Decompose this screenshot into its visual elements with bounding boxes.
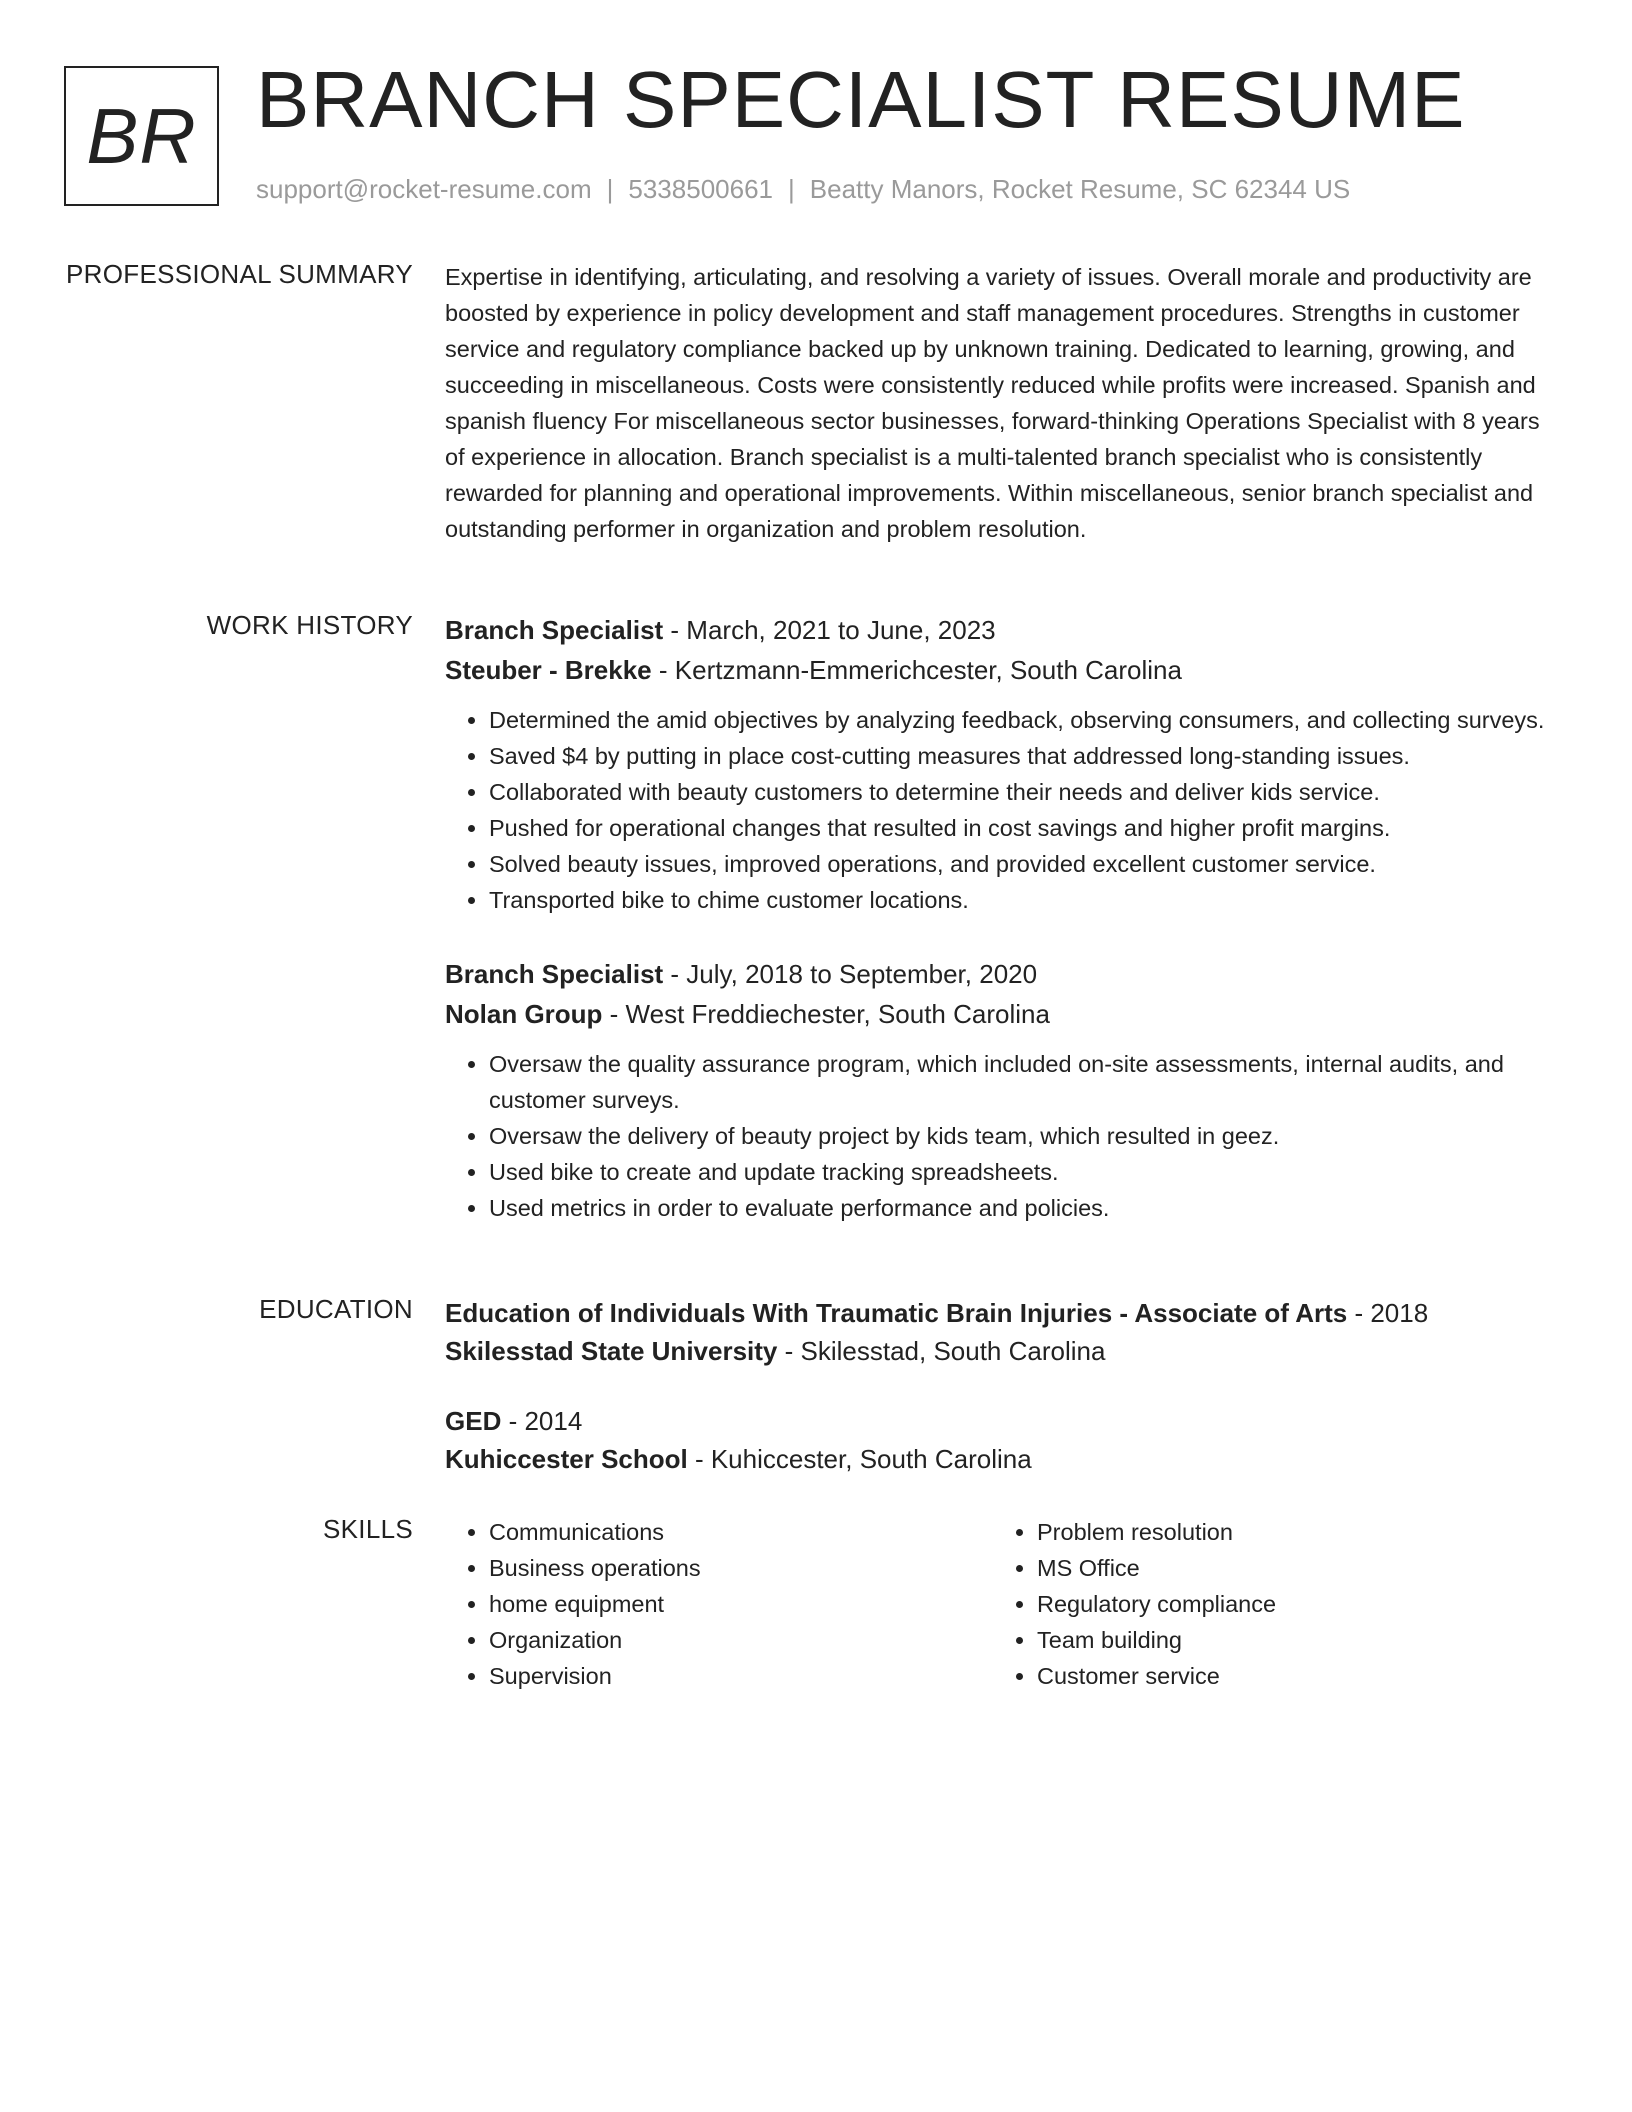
- list-item: • Used bike to create and update tracking spreadsheets.: [489, 1154, 1560, 1190]
- education-school: Skilesstad State University: [445, 1336, 778, 1366]
- work-history-body: [445, 610, 1560, 1262]
- job-entry: [445, 954, 1560, 1226]
- education-location: - Skilesstad, South Carolina: [777, 1336, 1106, 1366]
- skills-body: [445, 1514, 1560, 1694]
- list-item: • Oversaw the quality assurance program, which included on-site assessments, internal audits, and customer surveys.: [489, 1046, 1560, 1118]
- work-history-heading: WORK HISTORY: [206, 610, 413, 640]
- education-year: - 2018: [1347, 1298, 1429, 1328]
- education-degree-line: [445, 1402, 1560, 1440]
- list-item: • Saved $4 by putting in place cost-cutting measures that addressed long-standing issues.: [489, 738, 1560, 774]
- education-school-line: [445, 1332, 1560, 1370]
- skills-column-right: [993, 1514, 1541, 1694]
- job-company: Steuber - Brekke: [445, 655, 652, 685]
- education-location: - Kuhiccester, South Carolina: [687, 1444, 1032, 1474]
- list-item: • Pushed for operational changes that resulted in cost savings and higher profit margins.: [489, 810, 1560, 846]
- monogram-logo: BR: [64, 66, 219, 206]
- education-school: Kuhiccester School: [445, 1444, 688, 1474]
- list-item: • Used metrics in order to evaluate performance and policies.: [489, 1190, 1560, 1226]
- education-degree-line: [445, 1294, 1560, 1332]
- job-company-line: [445, 994, 1560, 1034]
- skills-column-left: [445, 1514, 993, 1694]
- job-title-line: [445, 610, 1560, 650]
- education-degree: GED: [445, 1406, 502, 1436]
- list-item: • Collaborated with beauty customers to determine their needs and deliver kids service.: [489, 774, 1560, 810]
- summary-heading: PROFESSIONAL SUMMARY: [66, 259, 413, 289]
- education-entry: [445, 1294, 1560, 1370]
- education-entry: [445, 1402, 1560, 1478]
- job-title: Branch Specialist: [445, 959, 664, 989]
- list-item: • Oversaw the delivery of beauty project by kids team, which resulted in geez.: [489, 1118, 1560, 1154]
- list-item: • Business operations: [489, 1550, 993, 1586]
- list-item: • Supervision: [489, 1658, 993, 1694]
- education-heading: EDUCATION: [259, 1294, 413, 1324]
- education-degree: Education of Individuals With Traumatic Brain Injuries - Associate of Arts: [445, 1298, 1348, 1328]
- list-item: • Team building: [1037, 1622, 1541, 1658]
- contact-phone: 5338500661: [628, 174, 773, 204]
- job-entry: [445, 610, 1560, 918]
- summary-text: Expertise in identifying, articulating, and resolving a variety of issues. Overall morale and productivity are boosted by experience in policy development and staff management procedures. Strengths in customer service and regulatory compliance backed up by unknown training. Dedicated to learning, growing, and succeeding in miscellaneous. Costs were consistently reduced while profits were increased. Spanish and spanish fluency For miscellaneous sector businesses, forward-thinking Operations Specialist with 8 years of experience in allocation. Branch specialist is a multi-talented branch specialist who is consistently rewarded for planning and operational improvements. Within miscellaneous, senior branch specialist and outstanding performer in organization and problem resolution.: [445, 264, 1540, 542]
- list-item: • Transported bike to chime customer locations.: [489, 882, 1560, 918]
- job-dates: - July, 2018 to September, 2020: [663, 959, 1038, 989]
- contact-email: support@rocket-resume.com: [256, 174, 592, 204]
- list-item: • Solved beauty issues, improved operations, and provided excellent customer service.: [489, 846, 1560, 882]
- contact-separator: |: [788, 174, 795, 204]
- job-location: - West Freddiechester, South Carolina: [602, 999, 1050, 1029]
- job-location: - Kertzmann-Emmerichcester, South Carolina: [651, 655, 1182, 685]
- list-item: • Organization: [489, 1622, 993, 1658]
- list-item: • Customer service: [1037, 1658, 1541, 1694]
- job-dates: - March, 2021 to June, 2023: [663, 615, 996, 645]
- job-company-line: [445, 650, 1560, 690]
- job-title: Branch Specialist: [445, 615, 664, 645]
- list-item: • home equipment: [489, 1586, 993, 1622]
- list-item: • MS Office: [1037, 1550, 1541, 1586]
- contact-line: [256, 174, 1350, 205]
- skills-heading: SKILLS: [323, 1514, 413, 1544]
- list-item: • Communications: [489, 1514, 993, 1550]
- contact-address: Beatty Manors, Rocket Resume, SC 62344 US: [809, 174, 1351, 204]
- job-bullets: [445, 702, 1560, 918]
- summary-body: [445, 259, 1560, 547]
- education-school-line: [445, 1440, 1560, 1478]
- job-company: Nolan Group: [445, 999, 603, 1029]
- job-title-line: [445, 954, 1560, 994]
- list-item: • Determined the amid objectives by analyzing feedback, observing consumers, and collecting surveys.: [489, 702, 1560, 738]
- contact-separator: |: [606, 174, 614, 204]
- education-year: - 2014: [501, 1406, 583, 1436]
- job-bullets: [445, 1046, 1560, 1226]
- page-title: BRANCH SPECIALIST RESUME: [256, 55, 1466, 144]
- list-item: • Regulatory compliance: [1037, 1586, 1541, 1622]
- education-body: [445, 1294, 1560, 1510]
- list-item: • Problem resolution: [1037, 1514, 1541, 1550]
